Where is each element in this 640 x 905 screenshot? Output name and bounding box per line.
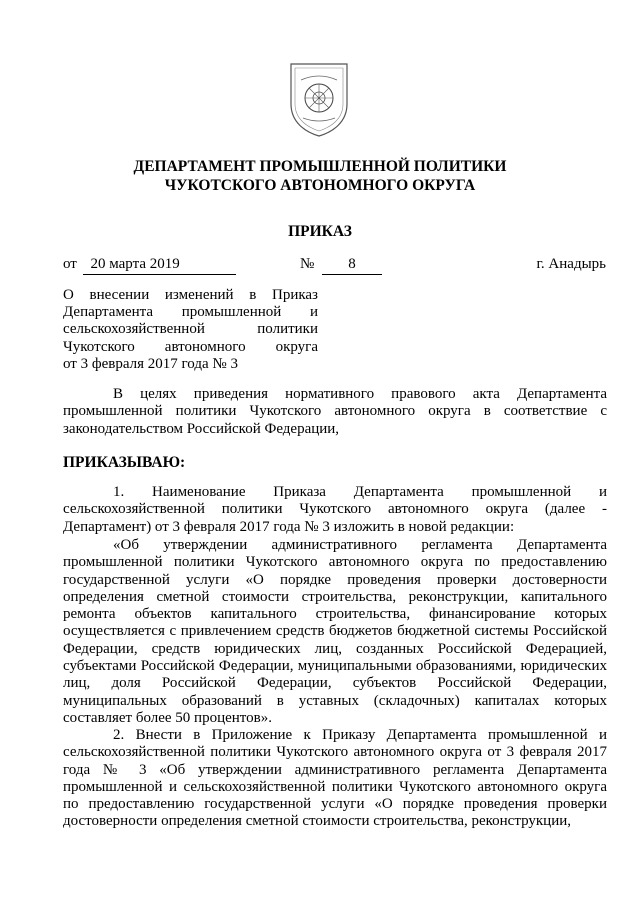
number-prefix: № [300,256,315,272]
organization-name-line1: ДЕПАРТАМЕНТ ПРОМЫШЛЕННОЙ ПОЛИТИКИ [133,158,507,175]
item-1-quote-paragraph: «Об утверждении административного регламента Департамента промышленной политики Чукотского автономного округа по предоставлению государственной услуги «О порядке проведения проверки достоверности определения сметной стоимости строительства, реконструкции, капитального ремонта объектов капитального строительства, финансирование которых осуществляется с привлечением средств бюджетов бюджетной системы Российской Федерации, средств юридических лиц, созданных Российской Федерацией, субъектами Российской Федерации, муниципальными образованиями, юридических лиц, доля Российской Федерации, субъектов Российской Федерации, муниципальных образований в уставных (складочных) капиталах которых составляет более 50 процентов». [63,537,607,726]
subject-text: О внесении изменений в Приказ Департамента промышленной и сельскохозяйственной политики Чукотского автономного округа [63,287,318,355]
document-date-text: 20 марта 2019 [90,256,180,272]
document-subject [63,287,318,373]
document-date [83,255,236,275]
document-number: 8 [322,255,382,275]
date-prefix: от [63,256,77,272]
coat-of-arms-emblem [287,60,351,138]
order-word: ПРИКАЗЫВАЮ: [63,454,186,471]
item-2-paragraph: 2. Внести в Приложение к Приказу Департамента промышленной и сельскохозяйственной политики Чукотского автономного округа от 3 февраля 2017 года № 3 «Об утверждении административного регламента Департамента промышленной и сельскохозяйственной политики Чукотского автономного округа по предоставлению государственной услуги «О порядке проведения проверки достоверности определения сметной стоимости строительства, реконструкции, [63,727,607,830]
organization-name-line2: ЧУКОТСКОГО АВТОНОМНОГО ОКРУГА [164,177,476,194]
document-type-title: ПРИКАЗ [288,223,352,240]
subject-last-line: от 3 февраля 2017 года № 3 [63,355,238,372]
item-1-paragraph: 1. Наименование Приказа Департамента промышленной и сельскохозяйственной политики Чукотского автономного округа (далее - Департамент) от 3 февраля 2017 года № 3 изложить в новой редакции: [63,484,607,535]
intro-paragraph: В целях приведения нормативного правового акта Департамента промышленной политики Чукотского автономного округа в соответствие с законодательством Российской Федерации, [63,386,607,437]
document-city: г. Анадырь [536,256,606,272]
